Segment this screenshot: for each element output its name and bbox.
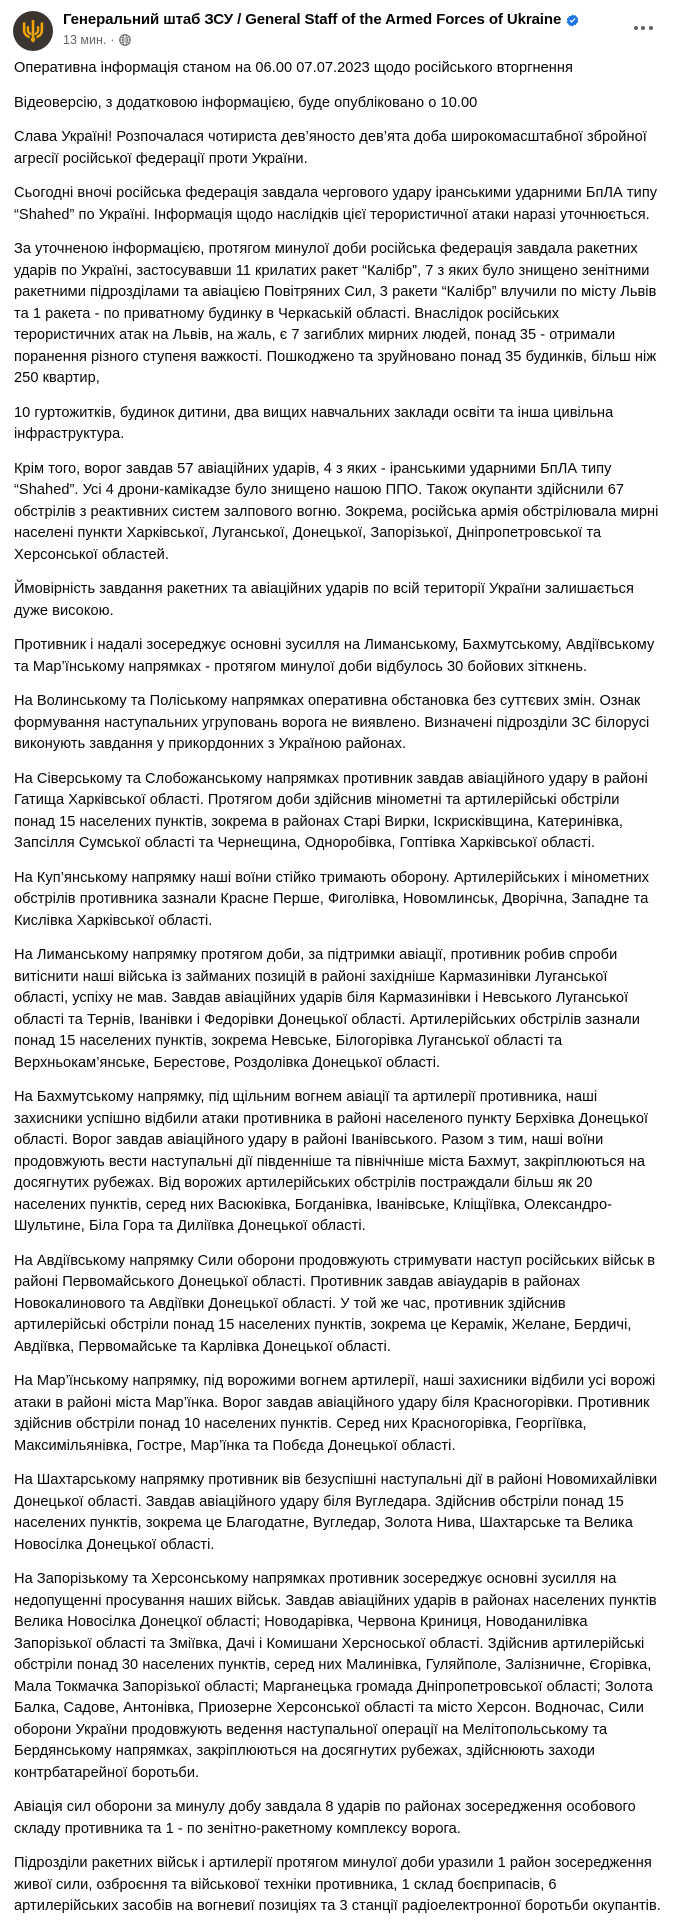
- post-paragraph: Крім того, ворог завдав 57 авіаційних ударів, 4 з яких - іранськими ударними БпЛА типу “Shahed”. Усі 4 дрони-камікадзе було знищено нашою ППО. Також окупанти здійснили 67 обстрілів з реактивних систем залпового вогню. Зокрема, російська армія обстрілювала мирні населені пункти Харківської, Луганської, Донецької, Запорізької, Дніпропетровської та Херсонської областей.: [14, 460, 659, 563]
- post-paragraph: Сьогодні вночі російська федерація завдала чергового удару іранськими ударними БпЛА типу “Shahed” по Україні. Інформація щодо наслідків цієї терористичної атаки наразі уточнюється.: [14, 185, 658, 223]
- post-paragraph: Підрозділи ракетних військ і артилерії протягом минулої доби уразили 1 район зосередження живої сили, озброєння та військової техніки противника, 1 склад боєприпасів, 6 артилерійських засобів на вогневиї позиціях та 3 станції радіоелектронної боротьби окупантів.: [14, 1855, 661, 1914]
- post-paragraph: На Бахмутському напрямку, під щільним вогнем авіації та артилерії противника, наші захисники успішно відбили атаки противника в районі населеного пункту Берхівка Донецької області. Ворог завдав авіаційного удару в районі Іванівського. Разом з тим, наші воїни продовжують вести наступальні дії південніше та північніше міста Бахмут, закріплюються на досягнутих рубежах. Від ворожих артилерійських обстрілів постраждали більш як 20 населених пунктів, серед них Васюківка, Богданівка, Іванівське, Кліщіївка, Олександро-Шультине, Біла Гора та Диліївка Донецької області.: [14, 1089, 649, 1234]
- post-header-text: [63, 10, 663, 48]
- ellipsis-horizontal-icon: [634, 26, 653, 30]
- post-paragraph: 10 гуртожитків, будинок дитини, два вищих навчальних заклади освіти та інша цивільна інфраструктура.: [14, 404, 614, 442]
- post-paragraph: На Запорізькому та Херсонському напрямках противник зосереджує основні зусилля на недопущенні просування наших військ. Завдав авіаційних ударів в районах населених пунктів Велика Новосілка Донецкої області; Новодарівка, Червона Криниця, Новоданилівка Запорізької області та Зміївка, Дачі і Комишани Херсноської області. Здійснив артилерійські обстріли понад 30 населених пунктів, серед них Малинівка, Гуляйполе, Залізничне, Єгорівка, Мала Токмачка Запорізької області; Марганецька громада Дніпропетровської області; Золота Балка, Садове, Антонівка, Приозерне Херсонської області та місто Херсон. Водночас, Сили оборони України продовжують ведення наступальної операції на Мелітопольському та Бердянському напрямках, закріплюються на досягнутих рубежах, здійснюють заходи контрбатарейної боротьби.: [14, 1571, 657, 1781]
- post-meta: [63, 32, 663, 48]
- post-paragraph: На Авдіївському напрямку Сили оборони продовжують стримувати наступ російських військ в районі Первомайського Донецької області. Противник завдав авіаударів в районах Новокалинового та Авдіївки Донецької області. У той же час, противник здійснив артилерійські обстріли понад 15 населених пунктів, зокрема це Керамік, Желане, Бердичі, Авдіївка, Первомайське та Карлівка Донецької області.: [14, 1252, 656, 1355]
- post-timestamp[interactable]: 13 мин.: [63, 32, 107, 47]
- post-paragraph: Слава Україні! Розпочалася чотириста дев’яносто дев’ята доба широкомасштабної збройної агресії російської федерації проти України.: [14, 129, 647, 167]
- post-paragraph: На Волинському та Поліському напрямках оперативна обстановка без суттєвих змін. Ознак формування наступальних угруповань ворога не виявлено. Визначені підрозділи ЗС білорусі виконують завдання у прикордонних з Україною районах.: [14, 693, 650, 752]
- post-paragraph: За уточненою інформацією, протягом минулої доби російська федерація завдала ракетних ударів по Україні, застосувавши 11 крилатих ракет “Калібр”, 7 з яких було знищено зенітними ракетними підрозділами та авіацією Повітряних Сил, 3 ракети “Калібр” влучили по місту Львів та 1 ракета - по приватному будинку в Черкаській області. Внаслідок російських терористичних атак на Львів, на жаль, є 7 загиблих мирних людей, понад 35 - отримали поранення різного ступеня важкості. Пошкоджено та зруйновано понад 35 будинків, більш ніж 250 квартир,: [14, 241, 657, 386]
- post-paragraph: Противник і надалі зосереджує основні зусилля на Лиманському, Бахмутському, Авдіївському та Мар’їнському напрямках - протягом минулої доби відбулось 30 бойових зіткнень.: [14, 637, 655, 675]
- author-line: [63, 11, 663, 30]
- post-paragraph: Відеоверсію, з додатковою інформацією, буде опубліковано о 10.00: [14, 94, 478, 111]
- post-paragraph: Оперативна інформація станом на 06.00 07.07.2023 щодо російського вторгнення: [14, 60, 573, 76]
- author-name[interactable]: Генеральний штаб ЗСУ / General Staff of the Armed Forces of Ukraine: [63, 11, 562, 28]
- post-paragraph: Авіація сил оборони за минулу добу завдала 8 ударів по районах зосередження особового складу противника та 1 - по зенітно-ракетному комплексу ворога.: [14, 1799, 636, 1837]
- verified-badge-icon[interactable]: [566, 14, 579, 27]
- post-paragraph: На Сіверському та Слобожанському напрямках противник завдав авіаційного удару в районі Гатища Харківської області. Протягом доби здійснив мінометні та артилерійські обстріли понад 15 населених пунктів, зокрема в районах Старі Вирки, Іскрисківщина, Катеринівка, Запсілля Сумської області та Чернещина, Одноробівка, Гоптівка Харківської області.: [14, 770, 648, 851]
- post-paragraph: На Куп’янському напрямку наші воїни стійко тримають оборону. Артилерійських і мінометних обстрілів противника зазнали Красне Перше, Фиголівка, Новомлинськ, Дворічна, Западне та Кислівка Харківської області.: [14, 869, 650, 929]
- post-paragraph: На Шахтарському напрямку противник вів безуспішні наступальні дії в районі Новомихайлівки Донецької області. Завдав авіаційного удару біля Вугледара. Здійснив обстріли понад 15 населених пунктів, зокрема це Благодатне, Вугледар, Золота Нива, Шахтарське та Велика Новосілка Донецької області.: [14, 1472, 658, 1553]
- post-header: [0, 0, 675, 55]
- post-paragraph: На Мар’їнському напрямку, під ворожими вогнем артилерії, наші захисники відбили усі ворожі атаки в районі міста Мар’їнка. Ворог завдав авіаційного удару біля Красногорівки. Противник здійснив обстріли понад 10 населених пунктів. Серед них Красногорівка, Георгіївка, Максимільянівка, Гостре, Мар’їнка та Побєда Донецької області.: [14, 1373, 656, 1454]
- meta-separator: ·: [110, 32, 115, 47]
- post-paragraph: На Лиманському напрямку протягом доби, за підтримки авіації, противник робив спроби витіснити наші війська із займаних позицій в районі західніше Кармазинівки Луганської області, успіху не мав. Завдав авіаційних ударів біля Кармазинівки і Невського Луганської області та Тернів, Іванівки і Федорівки Донецької області. Артилерійських обстрілів зазнали понад 15 населених пунктів, зокрема Невське, Білогорівка Луганської області та Верхньокам’янське, Берестове, Роздолівка Донецької області.: [14, 947, 640, 1071]
- post-options-button[interactable]: [627, 12, 659, 44]
- post-body: [0, 55, 675, 1928]
- avatar[interactable]: [13, 11, 53, 51]
- ukraine-trident-icon: [21, 18, 45, 44]
- globe-icon[interactable]: [119, 34, 131, 46]
- post-paragraph: Ймовірність завдання ракетних та авіаційних ударів по всій території України залишається дуже високою.: [14, 581, 634, 619]
